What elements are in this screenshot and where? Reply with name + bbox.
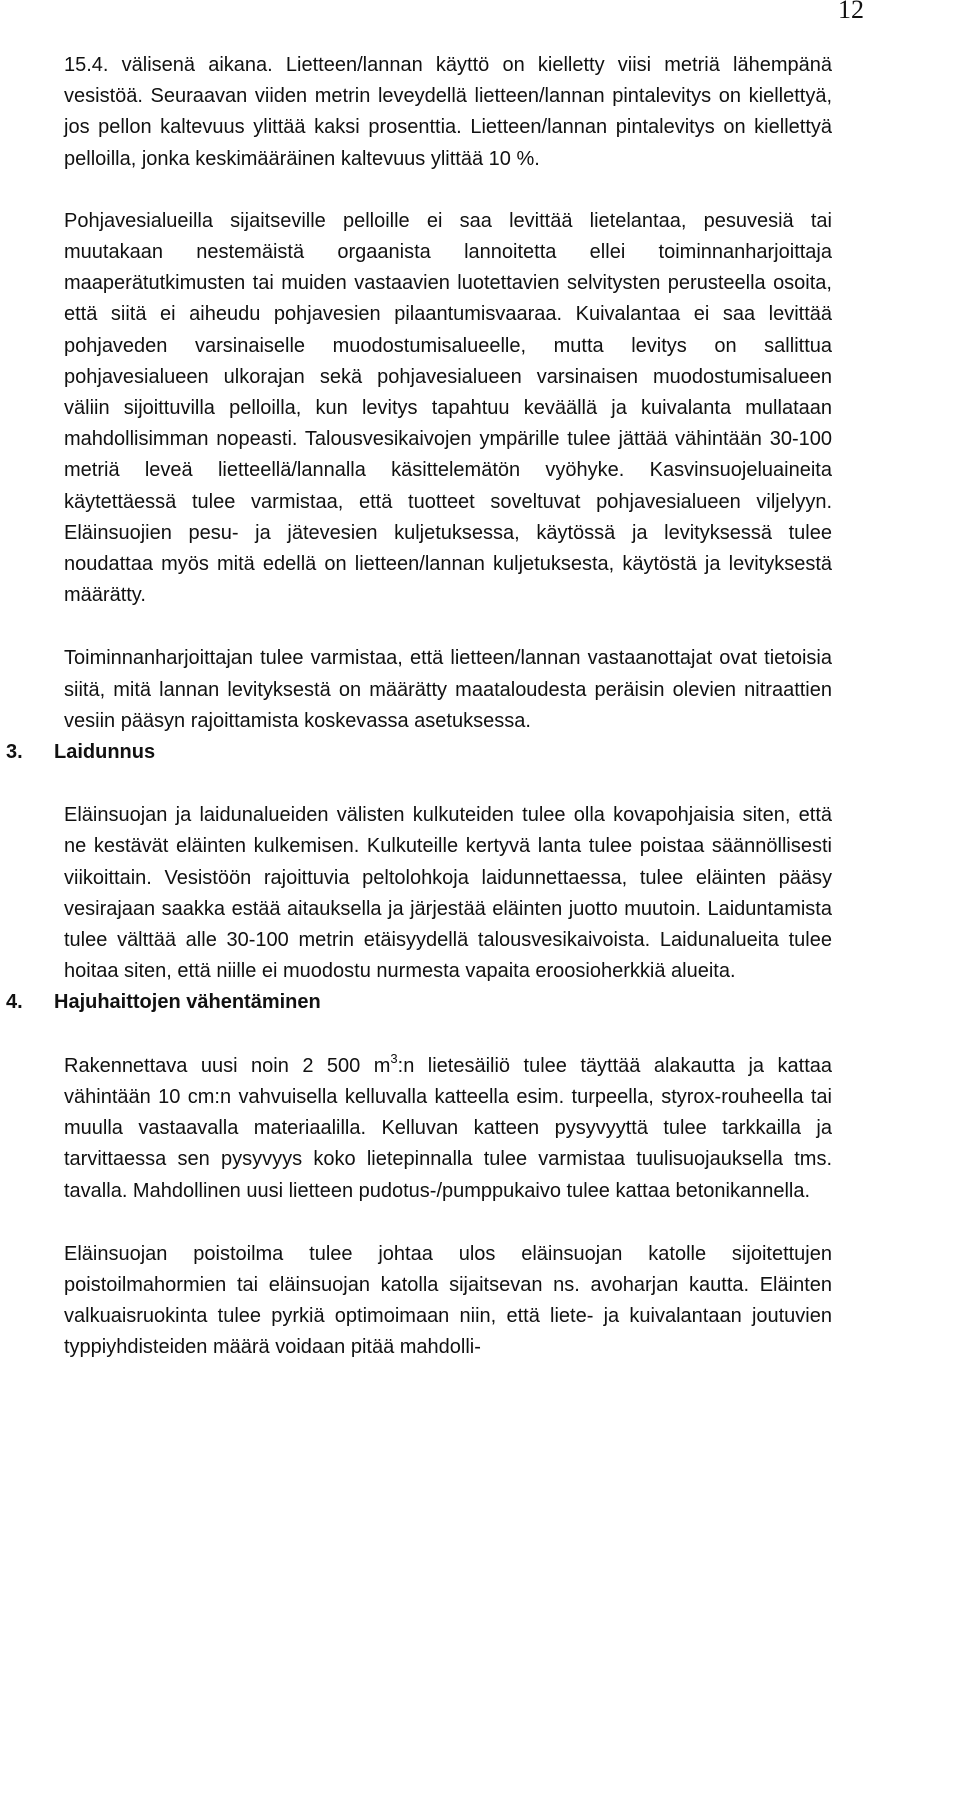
section-heading-grazing [6, 737, 832, 768]
paragraph-operator-responsibility: Toiminnanharjoittajan tulee varmistaa, että lietteen/lannan vastaanottajat ovat tietoisia siitä, mitä lannan levityksestä on määrätty maataloudesta peräisin olevien nitraattien vesiin pääsyn rajoittamista koskevassa asetuksessa. [64, 647, 832, 732]
paragraph-groundwater-areas: Pohjavesialueilla sijaitseville pelloille ei saa levittää lietelantaa, pesuvesiä tai muutakaan nestemäistä orgaanista lannoitetta ellei toiminnanharjoittaja maaperätutkimusten tai muiden vastaavien luotettavien selvitysten perusteella osoita, että siitä ei aiheudu pohjavesien pilaantumisvaaraa. Kuivalantaa ei saa levittää pohjaveden varsinaiselle muodostumisalueelle, mutta levitys on sallittua pohjavesialueen ulkorajan sekä pohjavesialueen varsinaisen muodostumisalueen väliin sijoittuvilla pelloilla, kun levitys tapahtuu keväällä ja kuivalanta mullataan mahdollisimman nopeasti. Talousvesikaivojen ympärille tulee jättää vähintään 30-100 metriä leveä lietteellä/lannalla käsittelemätön vyöhyke. Kasvinsuojeluaineita käytettäessä tulee varmistaa, että tuotteet soveltuvat pohjavesialueen viljelyyn. Eläinsuojien pesu- ja jätevesien kuljetuksessa, käytössä ja levityksessä tulee noudattaa myös mitä edellä on lietteen/lannan kuljetuksesta, käytöstä ja levityksestä määrätty. [64, 209, 832, 607]
section-title: Laidunnus [54, 741, 156, 764]
document-body [6, 50, 833, 1364]
superscript: 3 [390, 1050, 398, 1066]
paragraph-ventilation: Eläinsuojan poistoilma tulee johtaa ulos eläinsuojan katolle sijoitettujen poistoilmahormien tai eläinsuojan katolla sijaitsevan ns. avoharjan kautta. Eläinten valkuaisruokinta tulee pyrkiä optimoimaan niin, että liete- ja kuivalantaan joutuvien typpiyhdisteiden määrä voidaan pitää mahdolli- [64, 1242, 832, 1359]
text-run: Rakennettava uusi noin 2 500 m [64, 1054, 391, 1077]
section-number: 4. [6, 991, 23, 1014]
paragraph-slurry-tank [64, 1051, 832, 1207]
text-run: :n lietesäiliö tulee täyttää alakautta ja kattaa vähintään 10 cm:n vahvuisella kelluvalla katteella esim. turpeella, styrox-rouheella tai muulla vastaavalla materiaalilla. Kelluvan katteen pysyvyyttä tulee tarkkailla ja tarvittaessa sen pysyvyys koko lietepinnalla tulee varmistaa tuulisuojauksella tms. tavalla. Mahdollinen uusi lietteen pudotus-/pumppukaivo tulee kattaa betonikannella. [64, 1054, 833, 1202]
section-heading-odour-reduction [6, 987, 832, 1018]
page-number: 12 [838, 0, 864, 24]
section-number: 3. [6, 741, 23, 764]
section-title: Hajuhaittojen vähentäminen [54, 991, 321, 1014]
paragraph-spreading-restrictions: 15.4. välisenä aikana. Lietteen/lannan käyttö on kielletty viisi metriä lähempänä vesistöä. Seuraavan viiden metrin leveydellä lietteen/lannan pintalevitys on kiellettyä, jos pellon kaltevuus ylittää kaksi prosenttia. Lietteen/lannan pintalevitys on kiellettyä pelloilla, jonka keskimääräinen kaltevuus ylittää 10 %. [64, 54, 832, 170]
paragraph-grazing: Eläinsuojan ja laidunalueiden välisten kulkuteiden tulee olla kovapohjaisia siten, että ne kestävät eläinten kulkemisen. Kulkuteille kertyvä lanta tulee poistaa säännöllisesti viikoittain. Vesistöön rajoittuvia peltolohkoja laidunnettaessa, tulee eläinten pääsy vesirajaan saakka estää aitauksella ja järjestää eläinten juotto muutoin. Laiduntamista tulee välttää alle 30-100 metrin etäisyydellä talousvesikaivoista. Laidunalueita tulee hoitaa siten, että niille ei muodostu nurmesta vapaita eroosioherkkiä alueita. [64, 804, 832, 983]
